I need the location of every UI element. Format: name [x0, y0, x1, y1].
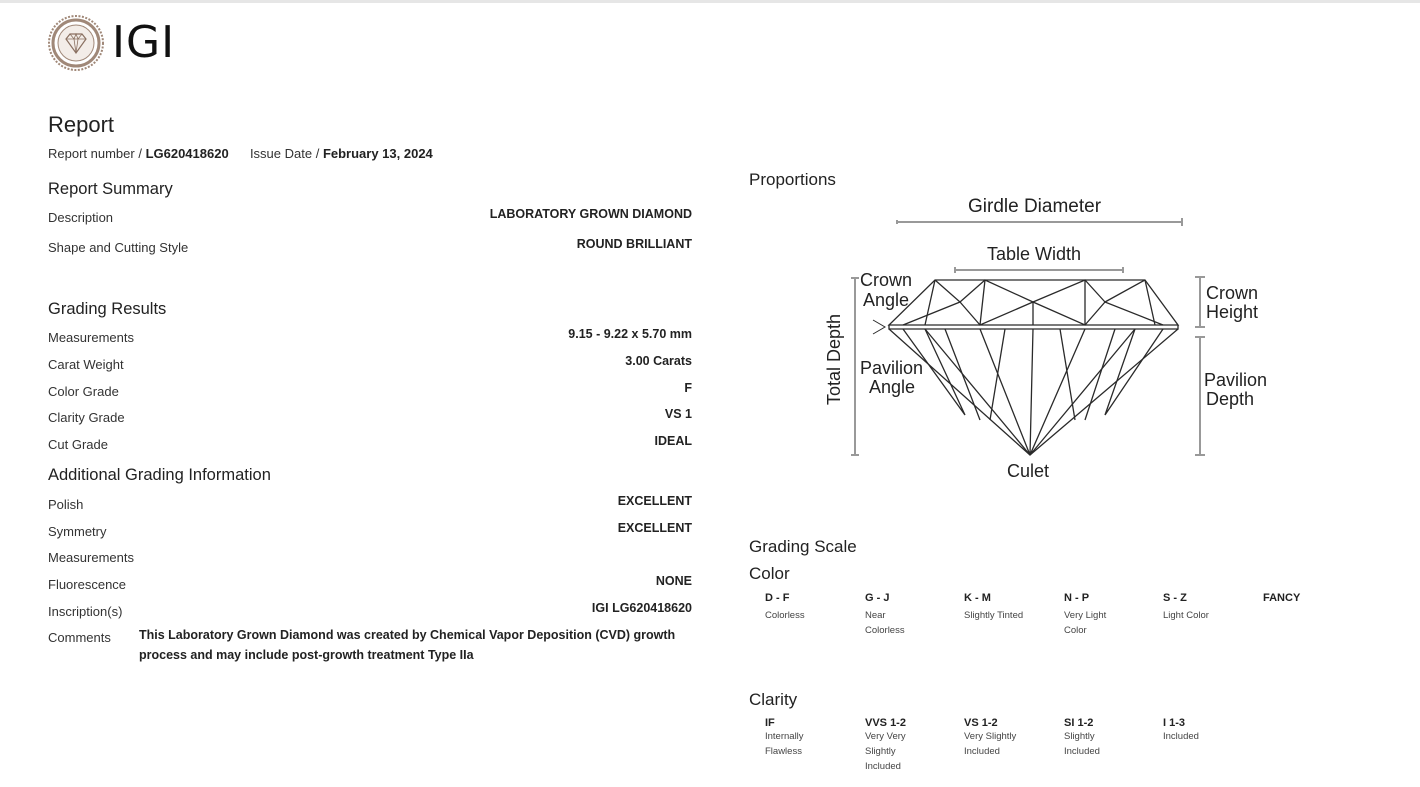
row-value: IGI LG620418620	[591, 601, 692, 615]
row-label: Clarity Grade	[48, 410, 125, 425]
proportions-heading: Proportions	[749, 170, 836, 189]
report-title: Report	[48, 112, 115, 137]
grading-row-color	[48, 381, 692, 402]
row-label: Measurements	[48, 330, 134, 345]
scale-desc: Internally Flawless	[765, 731, 804, 757]
scale-code: S - Z	[1163, 592, 1187, 604]
row-value: EXCELLENT	[617, 494, 692, 508]
top-border	[0, 0, 1420, 3]
scale-code: VVS 1-2	[865, 717, 906, 729]
color-scale-item	[765, 592, 860, 623]
scale-code: FANCY	[1263, 592, 1301, 604]
row-label: Carat Weight	[48, 357, 124, 372]
issue-date: February 13, 2024	[322, 146, 433, 161]
grading-row-measurements	[48, 327, 692, 348]
grading-results-heading: Grading Results	[48, 300, 167, 318]
color-scale-item	[865, 592, 925, 638]
row-value: NONE	[655, 574, 692, 588]
crown-angle-label-line2: Angle	[863, 290, 910, 310]
total-depth-label: Total Depth	[824, 313, 844, 405]
comments-text: This Laboratory Grown Diamond was created by Chemical Vapor Deposition (CVD) growth process and may include post-growth treatment Type IIa	[139, 628, 676, 662]
crown-height-label-line1: Crown	[1206, 283, 1259, 303]
row-value: F	[684, 381, 692, 395]
girdle-diameter-label: Girdle Diameter	[968, 196, 1102, 217]
scale-desc: Colorless	[765, 610, 805, 621]
row-value: 3.00 Carats	[625, 354, 692, 368]
row-label: Measurements	[48, 550, 134, 565]
row-label: Color Grade	[48, 384, 119, 399]
diamond-diagram	[815, 190, 1295, 490]
clarity-scale-item	[1163, 717, 1258, 744]
row-value: IDEAL	[654, 434, 692, 448]
row-label: Inscription(s)	[48, 604, 123, 619]
scale-desc: Very Slightly Included	[964, 731, 1017, 757]
additional-row-inscription	[48, 601, 692, 622]
row-label: Cut Grade	[48, 437, 108, 452]
report-summary-heading: Report Summary	[48, 180, 173, 198]
pavilion-depth-label-line2: Depth	[1206, 389, 1255, 409]
pavilion-angle-label-line2: Angle	[869, 377, 916, 397]
report-number-label: Report number /	[48, 146, 142, 161]
grading-row-carat	[48, 354, 692, 375]
additional-row-symmetry	[48, 521, 692, 542]
color-scale-heading: Color	[749, 564, 790, 583]
scale-desc: Very Very Slightly Included	[865, 731, 906, 772]
row-value: ROUND BRILLIANT	[576, 237, 692, 251]
clarity-scale-item	[1064, 717, 1124, 759]
table-width-label: Table Width	[987, 244, 1082, 264]
row-label: Fluorescence	[48, 577, 127, 592]
row-value: LABORATORY GROWN DIAMOND	[489, 207, 692, 221]
report-meta	[48, 146, 433, 161]
crown-angle-label-line1: Crown	[860, 270, 913, 290]
row-label: Polish	[48, 497, 84, 512]
crown-height-label-line2: Height	[1206, 302, 1259, 322]
scale-desc: Slightly Included	[1064, 731, 1100, 757]
clarity-scale-item	[865, 717, 925, 774]
igi-seal-icon	[48, 15, 104, 71]
comments-label: Comments	[48, 630, 111, 645]
scale-desc: Light Color	[1163, 610, 1209, 621]
pavilion-angle-label-line1: Pavilion	[860, 358, 924, 378]
color-scale-item	[1163, 592, 1258, 623]
row-value: EXCELLENT	[617, 521, 692, 535]
culet-label: Culet	[1007, 461, 1050, 481]
grading-row-clarity	[48, 407, 692, 428]
scale-code: G - J	[865, 592, 890, 604]
row-value: 9.15 - 9.22 x 5.70 mm	[568, 327, 692, 341]
grading-scale-heading: Grading Scale	[749, 537, 857, 556]
report-number: LG620418620	[145, 146, 229, 161]
color-scale-item	[1064, 592, 1124, 638]
clarity-scale-item	[964, 717, 1034, 759]
igi-logo	[48, 15, 175, 71]
brand-name: IGI	[112, 17, 176, 68]
color-scale-item	[1263, 592, 1358, 608]
additional-row-measurements	[48, 550, 692, 568]
grading-row-cut	[48, 434, 692, 455]
summary-row-description	[48, 207, 692, 228]
scale-code: I 1-3	[1163, 717, 1186, 729]
scale-desc: Slightly Tinted	[964, 610, 1024, 621]
scale-desc: Included	[1163, 731, 1199, 742]
scale-code: VS 1-2	[964, 717, 998, 729]
summary-row-shape	[48, 237, 692, 258]
scale-code: D - F	[765, 592, 790, 604]
scale-code: IF	[765, 717, 775, 729]
clarity-scale-heading: Clarity	[749, 690, 798, 709]
row-label: Symmetry	[48, 524, 107, 539]
clarity-scale-item	[765, 717, 825, 759]
scale-code: SI 1-2	[1064, 717, 1094, 729]
row-label: Shape and Cutting Style	[48, 240, 189, 255]
pavilion-depth-label-line1: Pavilion	[1204, 370, 1268, 390]
issue-date-label: Issue Date /	[249, 146, 320, 161]
scale-code: N - P	[1064, 592, 1090, 604]
additional-row-fluorescence	[48, 574, 692, 595]
row-value: VS 1	[664, 407, 692, 421]
row-label: Description	[48, 210, 114, 225]
additional-grading-heading: Additional Grading Information	[48, 466, 271, 484]
scale-desc: Near Colorless	[865, 610, 905, 636]
scale-code: K - M	[964, 592, 991, 604]
color-scale-item	[964, 592, 1059, 623]
additional-row-polish	[48, 494, 692, 515]
scale-desc: Very Light Color	[1064, 610, 1107, 636]
proportions-diagram	[815, 190, 1295, 490]
